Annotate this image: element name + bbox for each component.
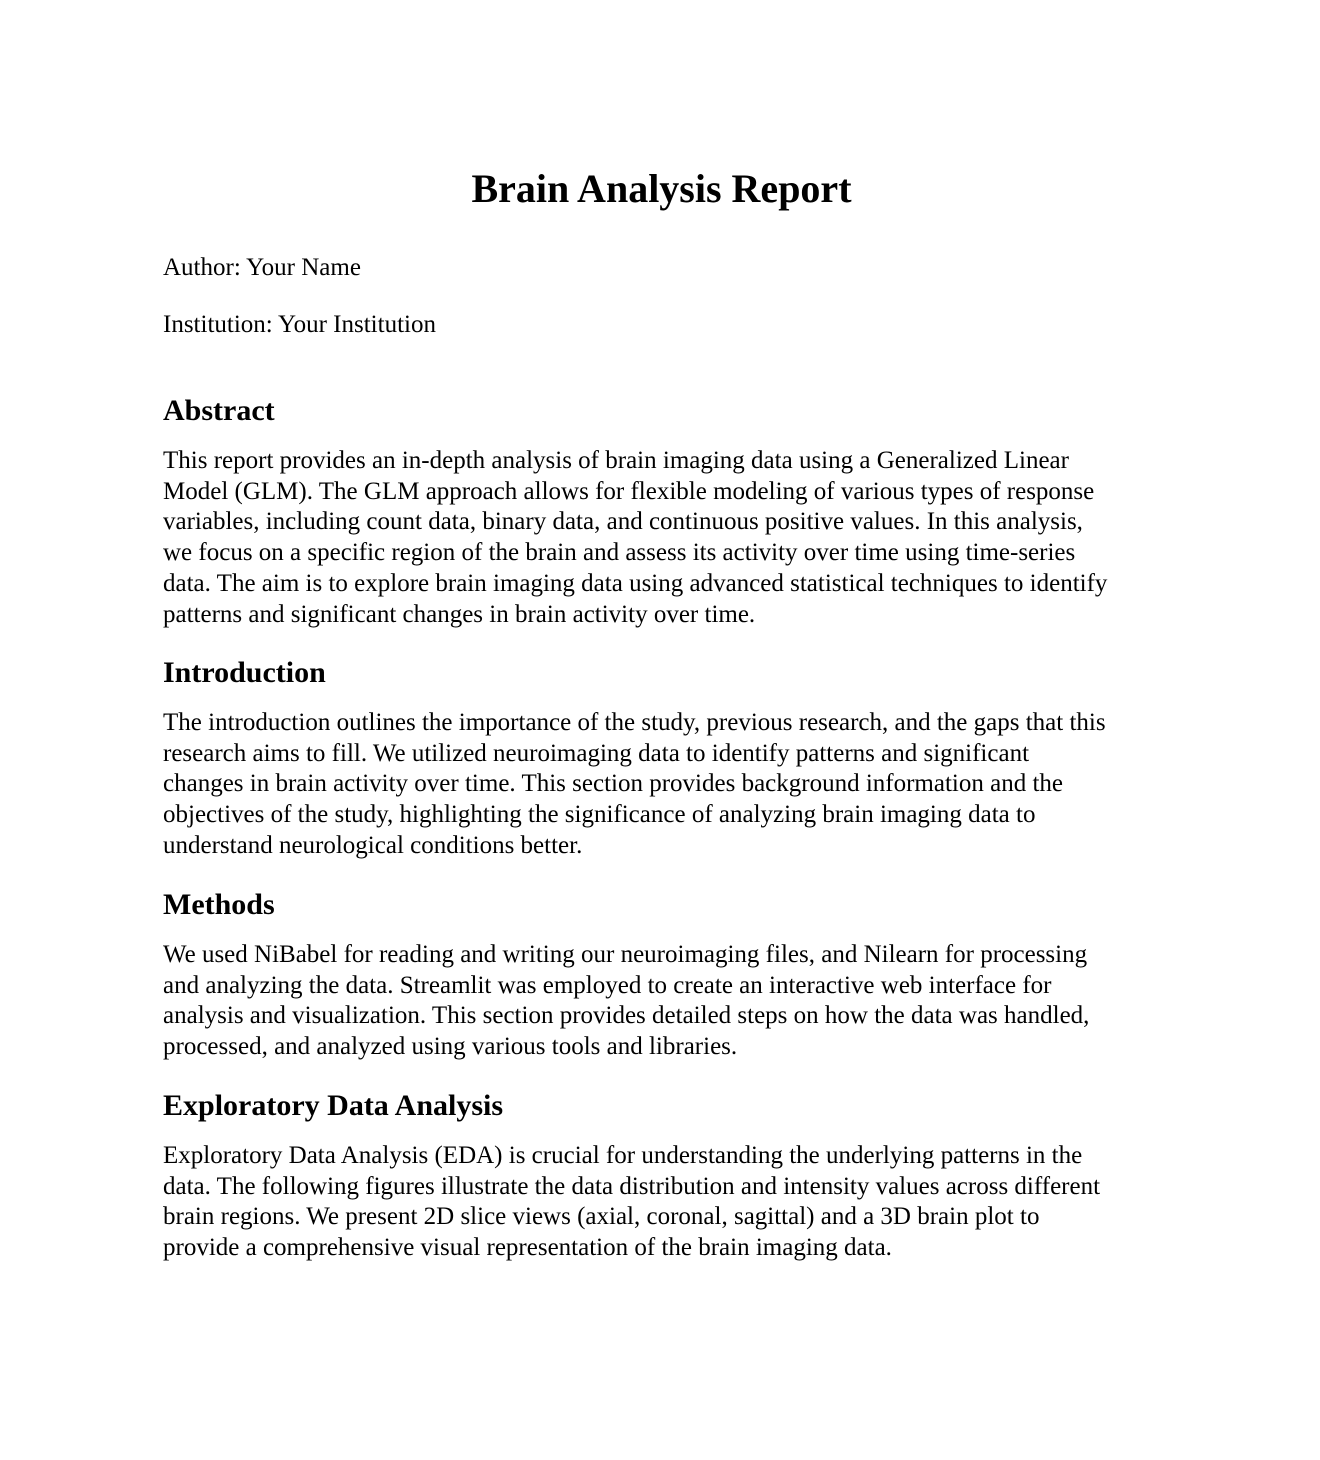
methods-heading: Methods	[163, 888, 275, 921]
author-line: Author: Your Name	[163, 254, 361, 281]
introduction-paragraph: The introduction outlines the importance of the study, previous research, and the gaps that this research aims to fill. We utilized neuroimaging data to identify patterns and significant changes in brain activity over time. This section provides background information and the objectives of the study, highlighting the significance of analyzing brain imaging data to understand neurological conditions better.	[163, 709, 1106, 859]
introduction-heading: Introduction	[163, 656, 326, 689]
eda-heading: Exploratory Data Analysis	[163, 1089, 504, 1122]
eda-paragraph: Exploratory Data Analysis (EDA) is crucial for understanding the underlying patterns in the data. The following figures illustrate the data distribution and intensity values across different brain regions. We present 2D slice views (axial, coronal, sagittal) and a 3D brain plot to provide a comprehensive visual representation of the brain imaging data.	[163, 1142, 1101, 1262]
abstract-heading: Abstract	[163, 394, 275, 427]
methods-paragraph: We used NiBabel for reading and writing our neuroimaging files, and Nilearn for processing and analyzing the data. Streamlit was employed to create an interactive web interface for analysis and visualization. This section provides detailed steps on how the data was handled, processed, and analyzed using various tools and libraries.	[163, 941, 1090, 1061]
page-title: Brain Analysis Report	[471, 166, 852, 211]
institution-line: Institution: Your Institution	[163, 311, 436, 338]
abstract-paragraph: This report provides an in-depth analysis of brain imaging data using a Generalized Linear Model (GLM). The GLM approach allows for flexible modeling of various types of response variables, including count data, binary data, and continuous positive values. In this analysis, we focus on a specific region of the brain and assess its activity over time using time-series data. The aim is to explore brain imaging data using advanced statistical techniques to identify patterns and significant changes in brain activity over time.	[163, 447, 1108, 628]
